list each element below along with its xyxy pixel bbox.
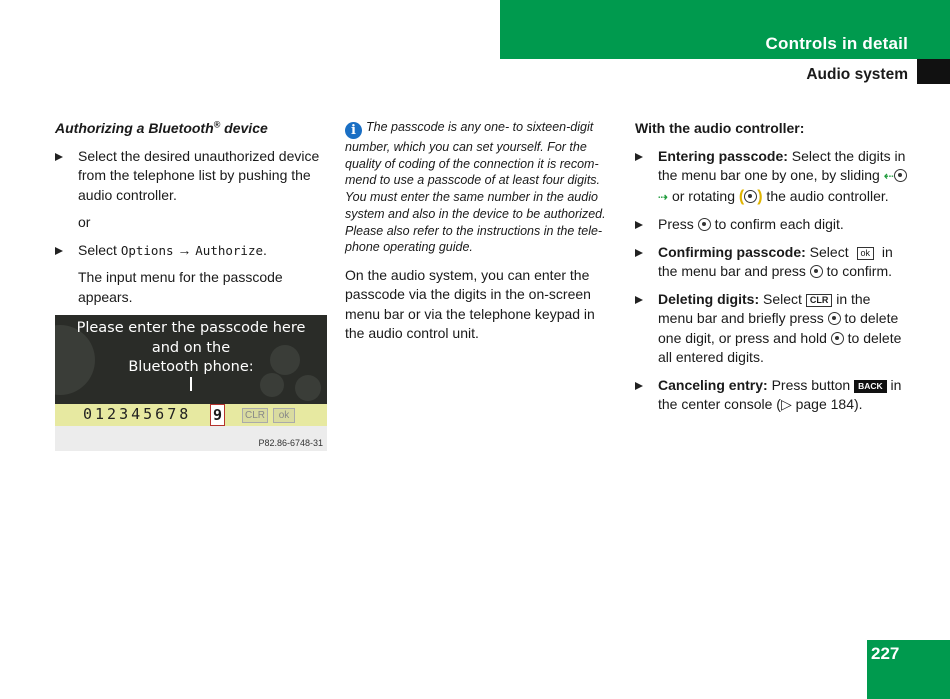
slide-controller-icon: ⇠⇢ (658, 167, 907, 204)
digit-menu-bar (55, 404, 327, 426)
result-text: The input menu for the passcode appears. (78, 269, 283, 305)
caption-bar (55, 426, 327, 451)
keypad-paragraph: On the audio system, you can enter the passcode via the digits in the on-screen menu bar or via the telephone keypad in the audio control unit. (345, 266, 595, 342)
digit-row: 012345678 (83, 405, 192, 423)
page-number: 227 (871, 644, 900, 663)
image-caption: P82.86-6748-31 (258, 438, 323, 448)
press-controller-icon (698, 218, 711, 231)
info-note: i The passcode is any one- to sixteen-digit number, which you can set yourself. For the quality of coding of the connection it is recom-mend to use a passcode of at least four digits. You must enter the same number in the audio system and also in the device to be authorized. Please also refer to the instructions in the tele-phone operating guide. (345, 120, 606, 255)
menu-authorize: Authorize (195, 242, 264, 258)
subsection-title: Audio system (806, 66, 908, 83)
text-cursor (190, 377, 192, 391)
step-select-device: Select the desired unauthorized device from the telephone list by pushing the audio controller. (55, 147, 327, 206)
clr-key: CLR (806, 294, 833, 307)
step-confirm-digit: Press to confirm each digit. (635, 215, 907, 235)
bullet-arrow-icon (635, 382, 643, 390)
info-icon: i (345, 122, 362, 139)
selected-digit: 9 (210, 404, 225, 426)
press-controller-icon (810, 265, 823, 278)
bullet-arrow-icon (55, 247, 63, 255)
back-key: BACK (854, 380, 887, 393)
screen-prompt: Please enter the passcode here and on the Bluetooth phone: (76, 320, 306, 375)
step-confirming-passcode: Confirming passcode: Select ok in the menu bar and press to confirm. (635, 243, 907, 282)
step-select-authorize: Select Options → Authorize. (55, 241, 327, 261)
ok-key: ok (857, 247, 875, 260)
press-controller-icon (828, 312, 841, 325)
bullet-arrow-icon (635, 221, 643, 229)
bullet-arrow-icon (55, 153, 63, 161)
bullet-arrow-icon (635, 249, 643, 257)
press-controller-icon (831, 332, 844, 345)
procedure-heading: Authorizing a Bluetooth® device (55, 119, 268, 136)
ok-chip: ok (273, 408, 295, 423)
column-right (635, 119, 907, 423)
passcode-screen-image (55, 315, 327, 451)
step-deleting-digits: Deleting digits: Select CLR in the menu bar and briefly press to delete one digit, or press and hold to delete all entered digits. (635, 290, 907, 368)
rotate-controller-icon: ( ) (738, 187, 763, 205)
menu-options: Options (120, 242, 174, 258)
controller-heading: With the audio controller: (635, 120, 805, 136)
bullet-arrow-icon (635, 296, 643, 304)
column-middle (345, 119, 617, 344)
step-canceling-entry: Canceling entry: Press button BACK in the center console (▷ page 184). (635, 376, 907, 415)
bullet-arrow-icon (635, 153, 643, 161)
section-title: Controls in detail (765, 34, 908, 53)
column-left (55, 119, 327, 451)
clr-chip: CLR (242, 408, 268, 423)
or-text: or (78, 214, 91, 230)
step-entering-passcode: Entering passcode: Select the digits in the menu bar one by one, by sliding ⇠⇢ or rotating ( ) the audio controller. (635, 147, 907, 208)
thumb-tab (917, 59, 950, 84)
